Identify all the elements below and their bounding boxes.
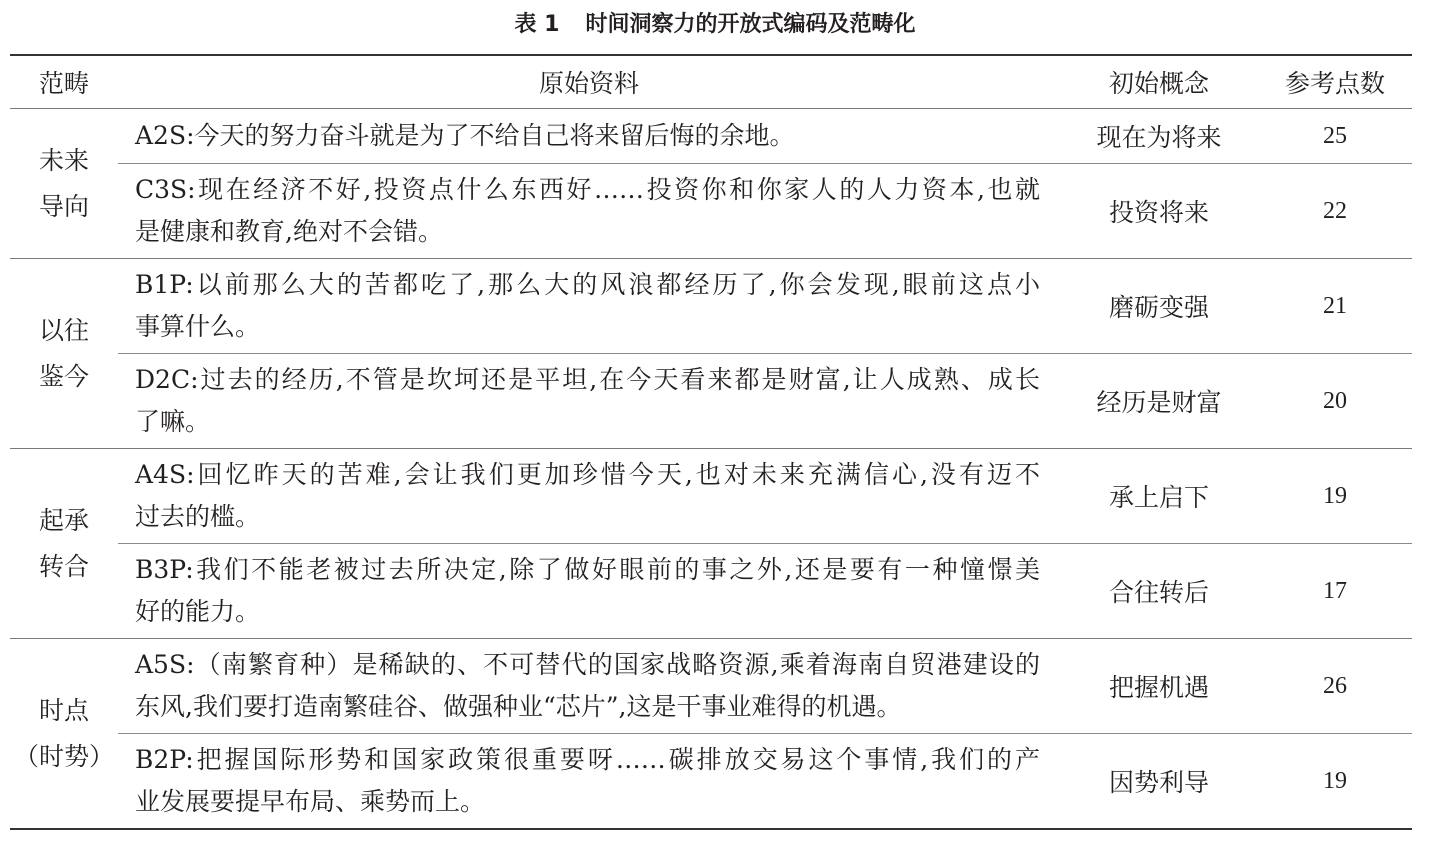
source-material-text: B1P:以前那么大的苦都吃了,那么大的风浪都经历了,你会发现,眼前这点小 xyxy=(135,270,1040,299)
source-material-cell xyxy=(118,544,1060,639)
category-cell xyxy=(10,109,118,259)
table-row xyxy=(10,639,1412,734)
source-material-cell xyxy=(118,109,1060,164)
source-material-text: 过去的槛。 xyxy=(135,502,261,531)
table-row xyxy=(10,109,1412,164)
source-material-cell xyxy=(118,734,1060,830)
table-row xyxy=(10,259,1412,354)
category-name-line: 鉴今 xyxy=(38,361,89,391)
category-name-line: 未来 xyxy=(38,145,89,175)
initial-concept-cell: 合往转后 xyxy=(1060,544,1258,639)
reference-count-cell: 19 xyxy=(1258,449,1412,544)
category-name-line: 以往 xyxy=(38,315,89,345)
table-label: 表 1 xyxy=(514,12,560,37)
source-material-text: A2S:今天的努力奋斗就是为了不给自己将来留后悔的余地。 xyxy=(135,121,795,150)
initial-concept-cell: 现在为将来 xyxy=(1060,109,1258,164)
initial-concept-cell: 投资将来 xyxy=(1060,164,1258,259)
initial-concept-cell: 承上启下 xyxy=(1060,449,1258,544)
source-material-cell xyxy=(118,259,1060,354)
source-material-cell xyxy=(118,449,1060,544)
source-material-text: D2C:过去的经历,不管是坎坷还是平坦,在今天看来都是财富,让人成熟、成长 xyxy=(135,365,1040,394)
table-row xyxy=(10,734,1412,830)
header-source-material: 原始资料 xyxy=(118,55,1060,109)
header-reference-count: 参考点数 xyxy=(1258,55,1412,109)
category-cell xyxy=(10,639,118,830)
coding-table xyxy=(10,54,1412,830)
category-name-line: 起承 xyxy=(38,505,89,535)
initial-concept-cell: 磨砺变强 xyxy=(1060,259,1258,354)
source-material-text: 是健康和教育,绝对不会错。 xyxy=(135,217,443,246)
initial-concept-cell: 把握机遇 xyxy=(1060,639,1258,734)
source-material-cell xyxy=(118,164,1060,259)
source-material-text: 东风,我们要打造南繁硅谷、做强种业“芯片”,这是干事业难得的机遇。 xyxy=(135,692,902,721)
category-name-line: 时点 xyxy=(38,695,89,725)
category-name-line: 导向 xyxy=(38,191,89,221)
table-row xyxy=(10,449,1412,544)
header-row xyxy=(10,55,1412,109)
table-row xyxy=(10,164,1412,259)
initial-concept-cell: 经历是财富 xyxy=(1060,354,1258,449)
source-material-text: 好的能力。 xyxy=(135,597,261,626)
reference-count-cell: 22 xyxy=(1258,164,1412,259)
source-material-text: 了嘛。 xyxy=(135,407,211,436)
initial-concept-cell: 因势利导 xyxy=(1060,734,1258,830)
category-cell xyxy=(10,449,118,639)
reference-count-cell: 19 xyxy=(1258,734,1412,830)
source-material-cell xyxy=(118,639,1060,734)
table-row xyxy=(10,354,1412,449)
table-caption xyxy=(0,8,1430,42)
category-cell xyxy=(10,259,118,449)
source-material-text: A4S:回忆昨天的苦难,会让我们更加珍惜今天,也对未来充满信心,没有迈不 xyxy=(135,460,1040,489)
source-material-text: 业发展要提早布局、乘势而上。 xyxy=(135,787,486,816)
header-initial-concept: 初始概念 xyxy=(1060,55,1258,109)
table-title: 时间洞察力的开放式编码及范畴化 xyxy=(585,12,916,37)
source-material-text: A5S:（南繁育种）是稀缺的、不可替代的国家战略资源,乘着海南自贸港建设的 xyxy=(135,650,1040,679)
reference-count-cell: 26 xyxy=(1258,639,1412,734)
reference-count-cell: 21 xyxy=(1258,259,1412,354)
reference-count-cell: 17 xyxy=(1258,544,1412,639)
reference-count-cell: 20 xyxy=(1258,354,1412,449)
reference-count-cell: 25 xyxy=(1258,109,1412,164)
source-material-text: 事算什么。 xyxy=(135,312,261,341)
table-row xyxy=(10,544,1412,639)
source-material-text: B3P:我们不能老被过去所决定,除了做好眼前的事之外,还是要有一种憧憬美 xyxy=(135,555,1040,584)
source-material-text: B2P:把握国际形势和国家政策很重要呀……碳排放交易这个事情,我们的产 xyxy=(135,745,1040,774)
category-name-line: 转合 xyxy=(38,551,89,581)
source-material-text: C3S:现在经济不好,投资点什么东西好……投资你和你家人的人力资本,也就 xyxy=(135,175,1040,204)
header-category: 范畴 xyxy=(10,55,118,109)
category-name-line: （时势） xyxy=(13,741,114,771)
source-material-cell xyxy=(118,354,1060,449)
